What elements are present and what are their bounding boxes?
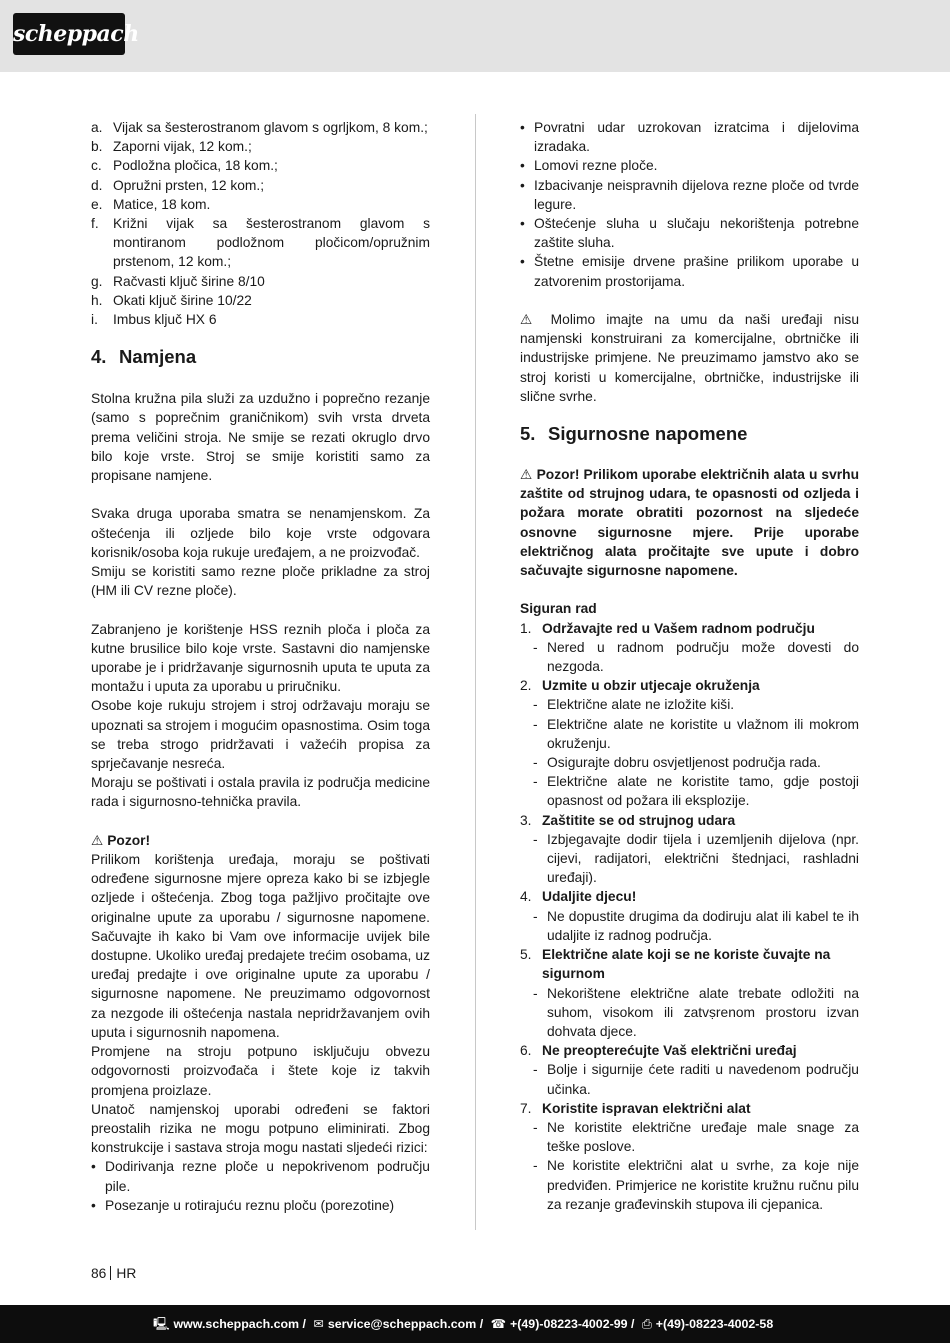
paragraph: Osobe koje rukuju strojem i stroj održavaju moraju se upoznati sa strojem i mogućim opasnostima. Osim toga se treba strogo pridržavati i važećih propisa za sprječavanje nesreća. bbox=[91, 698, 430, 772]
page-footer bbox=[91, 1265, 136, 1283]
fax-icon: ⎙ bbox=[641, 1317, 652, 1331]
warning-title: ⚠ Pozor! bbox=[91, 832, 151, 848]
list-item: f. Križni vijak sa šesterostranom glavom s montiranom podložnom pločicom/opružnim prstenom, 12 kom.; bbox=[91, 216, 430, 270]
phone-icon: ☎ bbox=[490, 1317, 507, 1331]
list-item: • Štetne emisije drvene prašine prilikom uporabe u zatvorenim prostorijama. bbox=[520, 254, 859, 289]
computer-icon: 🖳 bbox=[153, 1317, 170, 1331]
section-4-heading: 4. Namjena bbox=[91, 346, 197, 368]
commercial-use-note: ⚠ Molimo imajte na umu da naši uređaji nisu namjenski konstruirani za komercijalne, obrtničke ili industrijske primjene. Ne preuzimamo jamstvo ako se stroj koristi u komercijalne, obrtničke, industrijske ili slične svrhe. bbox=[520, 312, 859, 404]
safety-item-title: 4. Udaljite djecu! bbox=[520, 889, 637, 905]
list-item: h. Okati ključ širine 10/22 bbox=[91, 292, 252, 308]
list-item: - Ne koristite električne uređaje male snage za teške poslove. bbox=[533, 1119, 859, 1155]
paragraph: Stolna kružna pila služi za uzdužno i poprečno rezanje (samo s poprečnim graničnikom) svih vrsta drveta prema veličini stroja. Ne smije se rezati okruglo drvo bilo koje vrste. Stroj se smije koristiti samo za propisane namjene. bbox=[91, 391, 430, 484]
list-item: • Posezanje u rotirajuću reznu ploču (porezotine) bbox=[91, 1197, 395, 1213]
fax-number: +(49)-08223-4002-58 bbox=[655, 1317, 774, 1331]
list-item: d. Opružni prsten, 12 kom.; bbox=[91, 177, 265, 193]
section-5-heading: 5. Sigurnosne napomene bbox=[520, 423, 748, 445]
language-code: HR bbox=[116, 1266, 137, 1281]
brand-logo: scheppach bbox=[13, 13, 125, 55]
list-item: a. Vijak sa šesterostranom glavom s ogrljkom, 8 kom.; bbox=[91, 120, 428, 135]
subheading-safe-work: Siguran rad bbox=[520, 601, 597, 617]
safety-item-title: 7. Koristite ispravan električni alat bbox=[520, 1100, 751, 1116]
right-column bbox=[520, 118, 859, 1214]
list-item: i. Imbus ključ HX 6 bbox=[91, 312, 217, 328]
list-item: - Nered u radnom području može dovesti do nezgoda. bbox=[533, 639, 859, 675]
paragraph: Smiju se koristiti samo rezne ploče prikladne za stroj (HM ili CV rezne ploče). bbox=[91, 564, 430, 599]
paragraph: Moraju se poštivati i ostala pravila iz područja medicine rada i sigurnosno-tehnička pravila. bbox=[91, 775, 430, 810]
safety-item-title: 6. Ne preopterećujte Vaš električni uređaj bbox=[520, 1043, 797, 1059]
list-item: - Osigurajte dobru osvjetljenost područja rada. bbox=[533, 755, 821, 771]
safety-item-title: 3. Zaštitite se od strujnog udara bbox=[520, 812, 736, 828]
safety-item-title: 1. Održavajte red u Vašem radnom području bbox=[520, 620, 815, 636]
list-item: e. Matice, 18 kom. bbox=[91, 196, 211, 212]
list-item: g. Račvasti ključ širine 8/10 bbox=[91, 273, 265, 289]
safety-item-title: 5. Električne alate koji se ne koriste čuvajte na sigurnom bbox=[520, 947, 831, 982]
list-item: • Oštećenje sluha u slučaju nekorištenja potrebne zaštite sluha. bbox=[520, 216, 859, 251]
list-item: - Električne alate ne koristite u vlažnom ili mokrom okruženju. bbox=[533, 716, 859, 751]
list-item: - Električne alate ne koristite tamo, gdje postoji opasnost od požara ili eksplozije. bbox=[533, 774, 859, 809]
list-item: • Lomovi rezne ploče. bbox=[520, 158, 658, 174]
list-item: • Dodirivanja rezne ploče u nepokrivenom području pile. bbox=[91, 1159, 430, 1194]
contact-bar bbox=[0, 1305, 950, 1343]
list-item: - Ne dopustite drugima da dodiruju alat ili kabel te ih udaljite iz radnog područja. bbox=[533, 908, 859, 943]
page-number: 86 bbox=[91, 1266, 107, 1281]
list-item: c. Podložna pločica, 18 kom.; bbox=[91, 158, 278, 174]
paragraph: Svaka druga uporaba smatra se nenamjenskom. Za oštećenja ili ozljede bilo koje vrste odgovara korisnik/osoba koja rukuje uređajem, a ne proizvođač. bbox=[91, 506, 430, 560]
list-item: - Ne koristite električni alat u svrhe, za koje nije predviđen. Primjerice ne koristite kružnu ručnu pilu za rezanje građevinskih stupova ili cjepanica. bbox=[533, 1158, 859, 1212]
footer-separator bbox=[110, 1266, 111, 1280]
list-item: - Bolje i sigurnije ćete raditi u navedenom području učinka. bbox=[533, 1062, 859, 1097]
list-item: - Izbjegavajte dodir tijela i uzemljenih dijelova (npr. cijevi, radijatori, električni štednjaci, rashladni uređaji). bbox=[533, 831, 859, 886]
paragraph: Promjene na stroju potpuno isključuju obvezu odgovornosti proizvođača i štete koje iz takvih promjena proizlaze. bbox=[91, 1044, 430, 1098]
safety-item-title: 2. Uzmite u obzir utjecaje okruženja bbox=[520, 678, 760, 694]
list-item: • Povratni udar uzrokovan izratcima i dijelovima izradaka. bbox=[520, 120, 859, 155]
mail-icon: ✉ bbox=[313, 1317, 324, 1331]
paragraph: Zabranjeno je korištenje HSS reznih ploča i ploča za kutne brusilice bilo koje vrste. Sastavni dio namjenske uporabe je i pridržavanje sigurnosnih uputa te uputa za montažu i uputa za uporabu u priručniku. bbox=[91, 621, 430, 695]
paragraph: Prilikom korištenja uređaja, moraju se poštivati određene sigurnosne mjere opreza kako bi se izbjegle ozljede i oštećenja. Zbog toga pažljivo pročitajte ove originalne upute za uporabu / sigurnosne napomene. Sačuvajte ih kako bi Vam ove informacije uvijek bile dostupne. Ukoliko uređaj predajete trećim osobama, uz uređaj predajte i ove originalne upute za uporabu / sigurnosne napomene. Ne preuzimamo odgovornost za nezgode ili oštećenja nastala nepridržavanjem ovih uputa i sigurnosnih napomena. bbox=[91, 852, 430, 1040]
paragraph: Unatoč namjenskoj uporabi određeni se faktori preostalih rizika ne mogu potpuno eliminirati. Zbog konstrukcije i sastava stroja mogu nastati sljedeći rizici: bbox=[91, 1101, 430, 1156]
list-item: • Izbacivanje neispravnih dijelova rezne ploče od tvrde legure. bbox=[520, 177, 859, 212]
list-item: - Nekorištene električne alate trebate odložiti na suhom, visokom ili zatvṣrenom prostoru izvan dohvata djece. bbox=[533, 985, 859, 1039]
email-link[interactable]: service@scheppach.com / bbox=[327, 1317, 484, 1331]
list-item: b. Zaporni vijak, 12 kom.; bbox=[91, 139, 252, 155]
safety-warning: ⚠ Pozor! Prilikom uporabe električnih alata u svrhu zaštite od strujnog udara, te opasnosti od ozljeda i požara morate obratiti pozornost na sljedeće osnovne sigurnosne mjere. Prije uporabe električnog alata pročitajte sve upute i dobro sačuvajte sigurnosne napomene. bbox=[520, 467, 859, 579]
column-divider bbox=[475, 114, 476, 1230]
phone-number: +(49)-08223-4002-99 / bbox=[510, 1317, 635, 1331]
list-item: - Električne alate ne izložite kiši. bbox=[533, 697, 735, 713]
left-column bbox=[91, 118, 430, 1215]
website-link[interactable]: www.scheppach.com / bbox=[173, 1317, 306, 1331]
header-band bbox=[0, 0, 950, 72]
